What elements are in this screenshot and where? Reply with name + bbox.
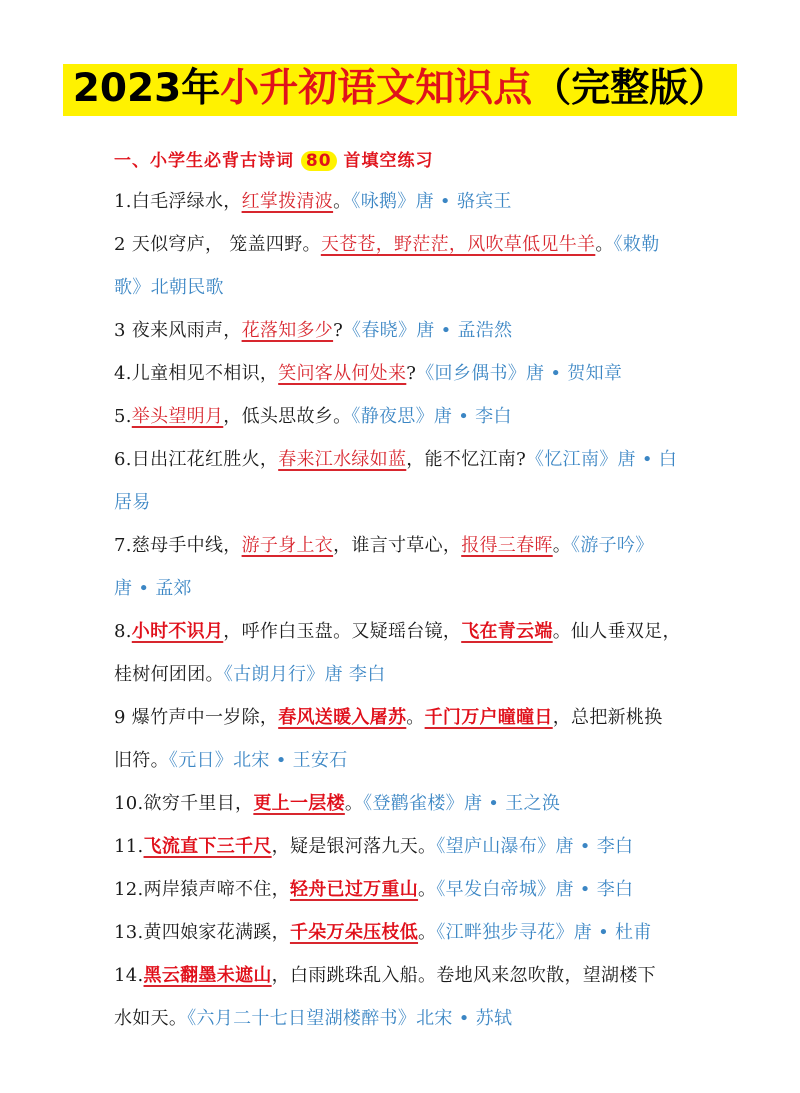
poem-line	[114, 309, 694, 352]
plain-text: ，疑是银河落九天。	[271, 836, 437, 857]
poem-line	[114, 610, 694, 653]
poem-line	[114, 395, 694, 438]
title-main: 小升初语文知识点	[220, 66, 533, 111]
plain-text: 儿童相见不相识，	[131, 363, 279, 384]
answer-text: 飞流直下三千尺	[143, 836, 272, 857]
answer-text: 笑问客从何处来	[278, 363, 407, 384]
answer-text: 飞在青云端	[461, 621, 553, 642]
plain-text: 夜来风雨声，	[131, 320, 242, 341]
source-text: 《望庐山瀑布》唐 • 李白	[436, 836, 634, 857]
answer-text: 天苍苍，野茫茫，风吹草低见牛羊	[320, 234, 596, 255]
source-text: 《六月二十七日望湖楼醉书》北宋 • 苏轼	[187, 1008, 513, 1029]
poem-line	[114, 911, 694, 954]
section-heading	[114, 146, 434, 171]
plain-text: 水如天。	[114, 1008, 188, 1029]
line-number: 13.	[114, 922, 144, 943]
source-text: 《敕勒	[613, 234, 660, 255]
answer-text: 黑云翻墨未遮山	[143, 965, 272, 986]
plain-text: ，总把新桃换	[552, 707, 663, 728]
source-text: 《咏鹅》唐 • 骆宾王	[351, 191, 512, 212]
line-number: 7.	[114, 535, 132, 556]
line-number: 6.	[114, 449, 132, 470]
line-number: 5.	[114, 406, 132, 427]
plain-text: 白毛浮绿水，	[131, 191, 242, 212]
plain-text: 。	[418, 922, 437, 943]
plain-text: 。	[418, 879, 437, 900]
poem-line	[114, 868, 694, 911]
answer-text: 花落知多少	[241, 320, 334, 341]
poem-line	[114, 524, 694, 567]
poem-line	[114, 223, 694, 266]
line-number: 2	[114, 234, 132, 255]
plain-text: 欲穷千里目，	[143, 793, 254, 814]
plain-text: 桂树何团团。	[114, 664, 224, 685]
poem-line	[114, 954, 694, 997]
answer-text: 红掌拨清波	[241, 191, 334, 212]
line-number: 4.	[114, 363, 132, 384]
poem-list	[114, 180, 694, 1040]
source-text: 《回乡偶书》唐 • 贺知章	[416, 363, 623, 384]
answer-text: 更上一层楼	[253, 793, 345, 814]
title-year: 2023年	[72, 66, 221, 111]
plain-text: ，呼作白玉盘。又疑瑶台镜，	[223, 621, 462, 642]
plain-text: ，白雨跳珠乱入船。卷地风来忽吹散，望湖楼下	[271, 965, 656, 986]
poem-line	[114, 438, 694, 481]
line-number: 9	[114, 707, 132, 728]
plain-text: 黄四娘家花满蹊，	[143, 922, 290, 943]
poem-line	[114, 997, 694, 1040]
source-text: 《春晓》唐 • 孟浩然	[343, 320, 513, 341]
line-number: 8.	[114, 621, 132, 642]
answer-text: 千朵万朵压枝低	[289, 922, 419, 943]
plain-text: 。	[595, 234, 614, 255]
poem-line	[114, 825, 694, 868]
source-text: 《江畔独步寻花》唐 • 杜甫	[436, 922, 652, 943]
plain-text: 。仙人垂双足，	[552, 621, 681, 642]
source-text: 《忆江南》唐 • 白	[526, 449, 678, 470]
source-text: 歌》北朝民歌	[114, 277, 224, 298]
source-text: 《静夜思》唐 • 李白	[351, 406, 512, 427]
plain-text: 两岸猿声啼不住，	[143, 879, 290, 900]
answer-text: 千门万户曈曈日	[424, 707, 553, 728]
source-text: 唐 • 孟郊	[114, 578, 192, 599]
plain-text: ，低头思故乡。	[223, 406, 352, 427]
plain-text: 慈母手中线，	[131, 535, 242, 556]
answer-text: 游子身上衣	[241, 535, 334, 556]
plain-text: ，能不忆江南?	[406, 449, 527, 470]
source-text: 《早发白帝城》唐 • 李白	[436, 879, 634, 900]
answer-text: 春风送暖入屠苏	[278, 707, 407, 728]
answer-text: 轻舟已过万重山	[289, 879, 419, 900]
answer-text: 举头望明月	[131, 406, 224, 427]
line-number: 14.	[114, 965, 144, 986]
plain-text: 。	[552, 535, 572, 556]
section-count-highlight: 80	[301, 151, 337, 171]
poem-line	[114, 782, 694, 825]
line-number: 10.	[114, 793, 144, 814]
line-number: 3	[114, 320, 132, 341]
plain-text: 。	[406, 707, 425, 728]
plain-text: 日出江花红胜火，	[131, 449, 279, 470]
line-number: 1.	[114, 191, 132, 212]
answer-text: 小时不识月	[131, 621, 224, 642]
answer-text: 报得三春晖	[461, 535, 553, 556]
plain-text: ?	[333, 320, 344, 341]
source-text: 《游子吟》	[571, 535, 654, 556]
page-title	[63, 64, 738, 116]
poem-line	[114, 567, 694, 610]
plain-text: 旧符。	[114, 750, 169, 771]
plain-text: 天似穹庐， 笼盖四野。	[131, 234, 321, 255]
answer-text: 春来江水绿如蓝	[278, 449, 407, 470]
section-prefix: 一、小学生必背古诗词	[114, 151, 301, 171]
title-suffix: （完整版）	[532, 66, 728, 111]
section-suffix: 首填空练习	[336, 151, 434, 171]
poem-line	[114, 180, 694, 223]
poem-line	[114, 481, 694, 524]
source-text: 《登鹳雀楼》唐 • 王之涣	[363, 793, 561, 814]
source-text: 《元日》北宋 • 王安石	[168, 750, 348, 771]
plain-text: ，谁言寸草心，	[333, 535, 462, 556]
line-number: 12.	[114, 879, 144, 900]
plain-text: 。	[333, 191, 352, 212]
line-number: 11.	[114, 836, 144, 857]
poem-line	[114, 352, 694, 395]
title-area	[0, 64, 800, 116]
plain-text: 。	[344, 793, 364, 814]
poem-line	[114, 266, 694, 309]
plain-text: ?	[406, 363, 417, 384]
poem-line	[114, 653, 694, 696]
source-text: 居易	[114, 492, 151, 513]
poem-line	[114, 739, 694, 782]
plain-text: 爆竹声中一岁除，	[131, 707, 279, 728]
source-text: 《古朗月行》唐 李白	[223, 664, 386, 685]
poem-line	[114, 696, 694, 739]
